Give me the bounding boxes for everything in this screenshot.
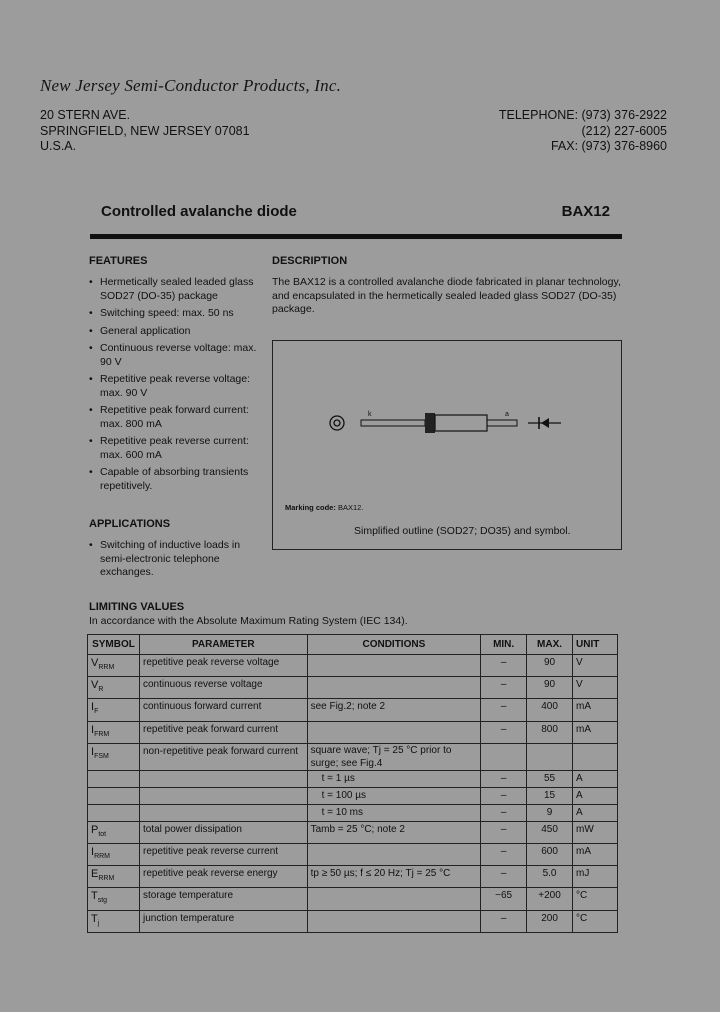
cell-parameter xyxy=(139,804,307,821)
table-row xyxy=(88,910,618,932)
cell-parameter xyxy=(139,787,307,804)
marking-value: BAX12. xyxy=(337,503,364,512)
cell-conditions xyxy=(307,721,481,743)
table-row xyxy=(88,821,618,843)
cell-max: +200 xyxy=(527,888,573,910)
cell-conditions xyxy=(307,655,481,677)
cell-unit: V xyxy=(573,655,618,677)
cell-symbol xyxy=(88,804,140,821)
a-label: a xyxy=(505,411,509,418)
cell-unit: °C xyxy=(573,910,618,932)
diode-outline-drawing xyxy=(273,341,621,549)
cell-min: – xyxy=(481,699,527,721)
cell-symbol: $V_{RRM}$ xyxy=(88,655,140,677)
list-item: • Repetitive peak forward current: max. 800 mA xyxy=(87,404,262,431)
cell-conditions: tp ≥ 50 µs; f ≤ 20 Hz; Tj = 25 °C xyxy=(307,866,481,888)
cell-symbol xyxy=(88,787,140,804)
telephone-line: (212) 227-6005 xyxy=(581,123,667,138)
cell-conditions: square wave; Tj = 25 °C prior to surge; see Fig.4 xyxy=(307,743,481,770)
table-row xyxy=(88,888,618,910)
cell-max: 600 xyxy=(527,843,573,865)
product-title: Controlled avalanche diode xyxy=(101,203,297,220)
figure-caption: Simplified outline (SOD27; DO35) and symbol. xyxy=(354,525,571,537)
cell-max: 90 xyxy=(527,655,573,677)
table-header-row xyxy=(88,635,618,655)
cell-conditions xyxy=(307,843,481,865)
cell-parameter: total power dissipation xyxy=(139,821,307,843)
cell-max: 5.0 xyxy=(527,866,573,888)
address-line: 20 STERN AVE. xyxy=(40,108,131,122)
cell-unit: mA xyxy=(573,843,618,865)
cell-unit: A xyxy=(573,770,618,787)
col-max: MAX. xyxy=(527,635,573,655)
cell-conditions xyxy=(307,677,481,699)
cathode-band xyxy=(425,413,435,433)
cell-parameter: repetitive peak reverse energy xyxy=(139,866,307,888)
cell-min: – xyxy=(481,770,527,787)
table-row xyxy=(88,677,618,699)
cell-conditions: t = 1 µs xyxy=(307,770,481,787)
cell-max: 55 xyxy=(527,770,573,787)
cell-min: – xyxy=(481,655,527,677)
cell-symbol: $I_{FRM}$ xyxy=(88,721,140,743)
list-item: • General application xyxy=(87,325,262,339)
limiting-values-heading: LIMITING VALUES xyxy=(89,601,185,613)
company-contact xyxy=(499,108,667,155)
table-row xyxy=(88,787,618,804)
cell-conditions: t = 100 µs xyxy=(307,787,481,804)
table-row xyxy=(88,804,618,821)
table-row xyxy=(88,699,618,721)
cell-conditions xyxy=(307,888,481,910)
col-conditions: CONDITIONS xyxy=(307,635,481,655)
part-number: BAX12 xyxy=(561,203,610,220)
end-view-inner xyxy=(334,420,340,426)
cell-symbol xyxy=(88,770,140,787)
cell-max xyxy=(527,743,573,770)
limiting-values-subheading: In accordance with the Absolute Maximum Rating System (IEC 134). xyxy=(89,615,408,627)
address-line: U.S.A. xyxy=(40,139,77,153)
cell-symbol: $I_F$ xyxy=(88,699,140,721)
cell-symbol: $I_{FSM}$ xyxy=(88,743,140,770)
cell-unit: V xyxy=(573,677,618,699)
cell-unit: mW xyxy=(573,821,618,843)
lead-k xyxy=(361,420,425,426)
cell-min: – xyxy=(481,721,527,743)
cell-parameter xyxy=(139,770,307,787)
list-item: • Hermetically sealed leaded glass SOD27 (DO-35) package xyxy=(87,276,262,303)
list-item: • Continuous reverse voltage: max. 90 V xyxy=(87,342,262,369)
cell-symbol: $E_{RRM}$ xyxy=(88,866,140,888)
description-heading: DESCRIPTION xyxy=(272,255,348,267)
applications-list xyxy=(87,539,262,580)
cell-symbol: $I_{RRM}$ xyxy=(88,843,140,865)
table-row xyxy=(88,721,618,743)
list-item: • Capable of absorbing transients repetitively. xyxy=(87,466,262,493)
cell-min: – xyxy=(481,866,527,888)
table-row xyxy=(88,743,618,770)
applications-heading: APPLICATIONS xyxy=(89,518,171,530)
cell-min: – xyxy=(481,787,527,804)
cell-unit: mA xyxy=(573,699,618,721)
cell-max: 450 xyxy=(527,821,573,843)
cell-parameter: storage temperature xyxy=(139,888,307,910)
cell-conditions xyxy=(307,910,481,932)
glass-body xyxy=(435,415,487,431)
cell-min: – xyxy=(481,821,527,843)
cell-parameter: junction temperature xyxy=(139,910,307,932)
cell-max: 90 xyxy=(527,677,573,699)
company-name: New Jersey Semi-Conductor Products, Inc. xyxy=(40,76,342,95)
table-row xyxy=(88,843,618,865)
marking-code xyxy=(285,503,363,512)
cell-max: 400 xyxy=(527,699,573,721)
features-heading: FEATURES xyxy=(89,255,148,267)
telephone-line: TELEPHONE: (973) 376-2922 xyxy=(498,108,667,122)
table-row xyxy=(88,770,618,787)
cell-min: −65 xyxy=(481,888,527,910)
cell-symbol: $V_R$ xyxy=(88,677,140,699)
symbol-triangle xyxy=(541,418,549,428)
outline-figure xyxy=(272,340,622,550)
table-row xyxy=(88,866,618,888)
title-divider xyxy=(90,234,622,239)
company-address xyxy=(40,108,250,155)
cell-unit: °C xyxy=(573,888,618,910)
cell-parameter: repetitive peak reverse voltage xyxy=(139,655,307,677)
cell-parameter: continuous forward current xyxy=(139,699,307,721)
list-item: • Switching of inductive loads in semi-electronic telephone exchanges. xyxy=(87,539,262,580)
cell-unit: mA xyxy=(573,721,618,743)
address-line: SPRINGFIELD, NEW JERSEY 07081 xyxy=(40,123,250,138)
cell-parameter: non-repetitive peak forward current xyxy=(139,743,307,770)
cell-min: – xyxy=(481,804,527,821)
cell-unit: mJ xyxy=(573,866,618,888)
list-item: • Repetitive peak reverse voltage: max. 90 V xyxy=(87,373,262,400)
cell-min: – xyxy=(481,910,527,932)
cell-min: – xyxy=(481,677,527,699)
k-label: k xyxy=(368,411,372,418)
description-text: The BAX12 is a controlled avalanche diode fabricated in planar technology, and encapsulated in the hermetically sealed leaded glass SOD27 (DO-35) package. xyxy=(272,276,621,315)
cell-max: 200 xyxy=(527,910,573,932)
fax-line: FAX: (973) 376-8960 xyxy=(550,139,667,153)
col-unit: UNIT xyxy=(573,635,618,655)
list-item: • Switching speed: max. 50 ns xyxy=(87,307,262,321)
cell-max: 9 xyxy=(527,804,573,821)
cell-symbol: $T_{stg}$ xyxy=(88,888,140,910)
cell-min xyxy=(481,743,527,770)
limiting-values-table xyxy=(87,634,618,933)
cell-parameter: continuous reverse voltage xyxy=(139,677,307,699)
cell-min: – xyxy=(481,843,527,865)
cell-conditions: t = 10 ms xyxy=(307,804,481,821)
cell-conditions: see Fig.2; note 2 xyxy=(307,699,481,721)
cell-symbol: $P_{tot}$ xyxy=(88,821,140,843)
col-min: MIN. xyxy=(481,635,527,655)
lead-a xyxy=(487,420,517,426)
col-symbol: SYMBOL xyxy=(88,635,140,655)
marking-label: Marking code: xyxy=(285,503,336,512)
list-item: • Repetitive peak reverse current: max. 600 mA xyxy=(87,435,262,462)
cell-max: 800 xyxy=(527,721,573,743)
cell-parameter: repetitive peak forward current xyxy=(139,721,307,743)
end-view-outer xyxy=(330,416,344,430)
cell-unit xyxy=(573,743,618,770)
cell-max: 15 xyxy=(527,787,573,804)
features-list xyxy=(87,276,262,497)
table-row xyxy=(88,655,618,677)
cell-symbol: $T_j$ xyxy=(88,910,140,932)
cell-parameter: repetitive peak reverse current xyxy=(139,843,307,865)
cell-unit: A xyxy=(573,804,618,821)
cell-unit: A xyxy=(573,787,618,804)
col-parameter: PARAMETER xyxy=(139,635,307,655)
cell-conditions: Tamb = 25 °C; note 2 xyxy=(307,821,481,843)
